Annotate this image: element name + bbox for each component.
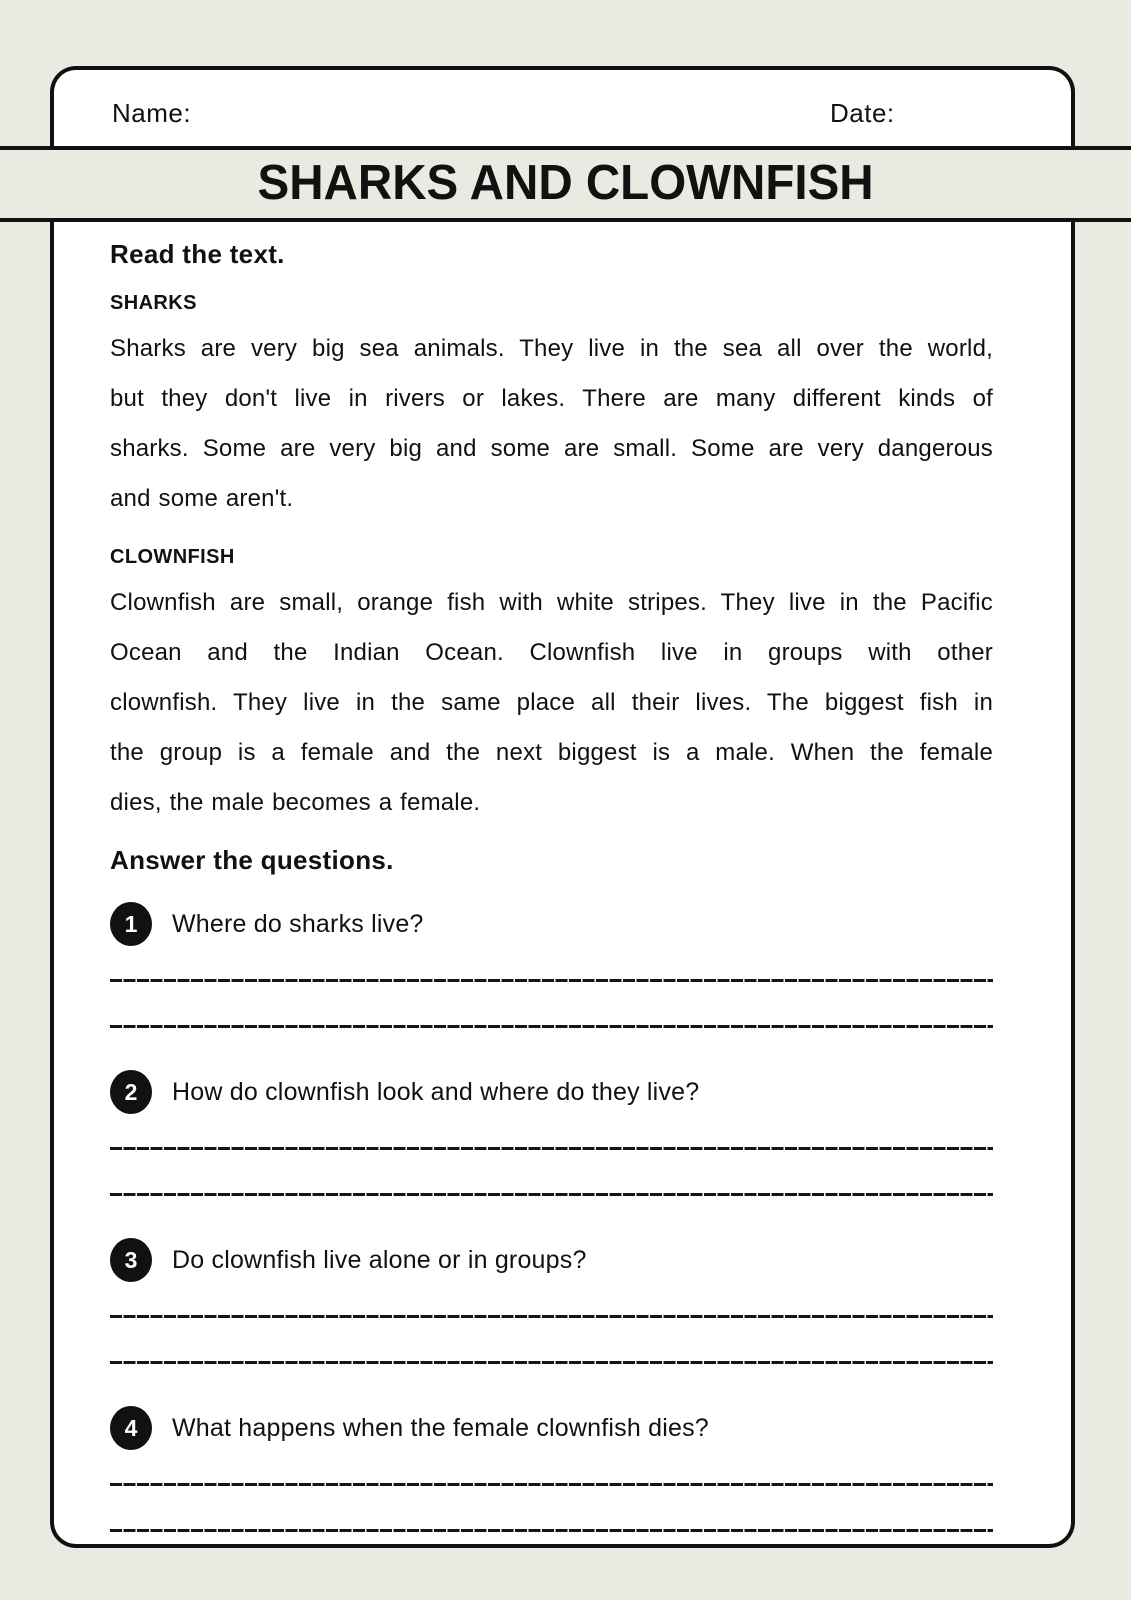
passage-line: Ocean and the Indian Ocean. Clownfish live in groups with other bbox=[110, 639, 993, 666]
page-title: SHARKS AND CLOWNFISH bbox=[257, 156, 874, 210]
answer-line[interactable] bbox=[110, 1483, 993, 1486]
passage-clownfish bbox=[110, 578, 993, 828]
passage-heading-clownfish: CLOWNFISH bbox=[110, 546, 235, 568]
question-text: How do clownfish look and where do they live? bbox=[172, 1077, 700, 1106]
question-3 bbox=[110, 1238, 993, 1364]
passage-line: Clownfish are small, orange fish with white stripes. They live in the Pacific bbox=[110, 589, 993, 616]
answer-line[interactable] bbox=[110, 979, 993, 982]
name-date-box bbox=[50, 66, 1075, 152]
answer-line[interactable] bbox=[110, 1193, 993, 1196]
title-band bbox=[0, 146, 1131, 222]
passage-line: sharks. Some are very big and some are small. Some are very dangerous bbox=[110, 435, 993, 462]
question-row bbox=[110, 1406, 993, 1450]
date-input-area[interactable] bbox=[904, 84, 1069, 142]
question-number-badge: 2 bbox=[110, 1070, 152, 1114]
name-input-area[interactable] bbox=[204, 84, 804, 142]
date-label: Date: bbox=[830, 97, 895, 128]
question-row bbox=[110, 1070, 993, 1114]
read-instruction: Read the text. bbox=[110, 239, 285, 269]
answer-instruction: Answer the questions. bbox=[110, 845, 394, 875]
question-text: Do clownfish live alone or in groups? bbox=[172, 1245, 587, 1274]
passage-line: but they don't live in rivers or lakes. There are many different kinds of bbox=[110, 385, 993, 412]
worksheet-body bbox=[50, 222, 1075, 1548]
question-number-badge: 1 bbox=[110, 902, 152, 946]
passage-line: the group is a female and the next biggest is a male. When the female bbox=[110, 739, 993, 766]
answer-line[interactable] bbox=[110, 1315, 993, 1318]
passage-line: dies, the male becomes a female. bbox=[110, 789, 481, 816]
question-1 bbox=[110, 902, 993, 1028]
answer-line[interactable] bbox=[110, 1025, 993, 1028]
passage-line: clownfish. They live in the same place all their lives. The biggest fish in bbox=[110, 689, 993, 716]
answer-line[interactable] bbox=[110, 1361, 993, 1364]
question-text: Where do sharks live? bbox=[172, 909, 424, 938]
question-number-badge: 3 bbox=[110, 1238, 152, 1282]
name-label: Name: bbox=[112, 97, 192, 128]
passage-heading-sharks: SHARKS bbox=[110, 292, 197, 314]
answer-line[interactable] bbox=[110, 1147, 993, 1150]
answer-line[interactable] bbox=[110, 1529, 993, 1532]
question-4 bbox=[110, 1406, 993, 1532]
question-2 bbox=[110, 1070, 993, 1196]
passage-line: and some aren't. bbox=[110, 485, 294, 512]
question-text: What happens when the female clownfish dies? bbox=[172, 1413, 709, 1442]
question-row bbox=[110, 902, 993, 946]
question-number-badge: 4 bbox=[110, 1406, 152, 1450]
passage-sharks bbox=[110, 324, 993, 524]
passage-line: Sharks are very big sea animals. They live in the sea all over the world, bbox=[110, 335, 993, 362]
question-row bbox=[110, 1238, 993, 1282]
